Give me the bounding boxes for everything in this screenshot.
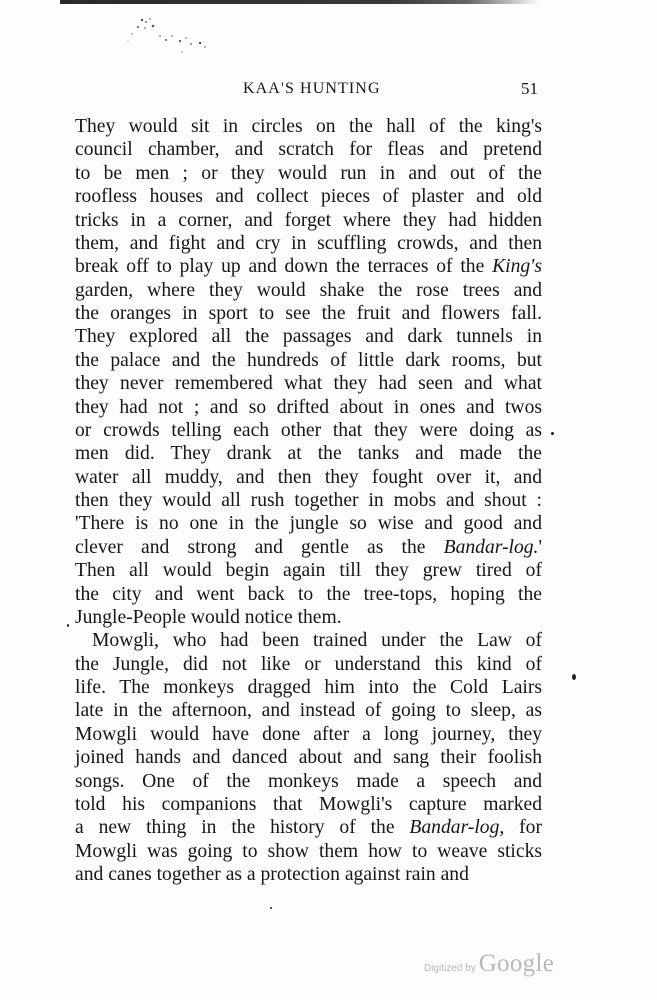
text-line: Then all would begin again till they grew tired of — [75, 560, 542, 582]
text-line: 'There is no one in the jungle so wise and good and — [75, 513, 542, 535]
text-line — [75, 536, 542, 559]
text-run: break off to play up and down the terraces of the — [75, 256, 493, 278]
text-line: roofless houses and collect pieces of plaster and old — [75, 186, 542, 208]
text-line: the palace and the hundreds of little dark rooms, but — [75, 349, 542, 371]
text-line: songs. One of the monkeys made a speech and — [75, 770, 542, 792]
text-line: water all muddy, and then they fought over it, and — [75, 466, 542, 488]
text-run: Bandar-log — [409, 817, 500, 839]
text-line: and canes together as a protection against rain and — [75, 864, 469, 885]
top-rule — [60, 0, 540, 4]
text-line: the city and went back to the tree-tops, hoping the — [75, 583, 542, 605]
text-line: they had not ; and so drifted about in ones and twos — [75, 396, 542, 418]
text-line: They would sit in circles on the hall of the king's — [75, 116, 542, 137]
text-line: the oranges in sport to see the fruit and flowers fall. — [75, 303, 542, 324]
text-run: a new thing in the history of the — [75, 817, 410, 839]
text-line: tricks in a corner, and forget where they had hidden — [75, 209, 542, 231]
page-number: 51 — [521, 79, 538, 98]
body-text — [75, 115, 542, 886]
text-line: them, and fight and cry in scuffling crowds, and then — [75, 232, 542, 254]
margin-mark — [551, 432, 554, 435]
margin-mark — [270, 907, 272, 909]
margin-mark — [572, 674, 576, 680]
scan-specks — [120, 14, 230, 64]
text-line — [75, 255, 542, 278]
text-line: told his companions that Mowgli's capture marked — [75, 793, 542, 815]
text-line: then they would all rush together in mobs and shout : — [75, 490, 542, 511]
digitized-watermark — [424, 950, 554, 978]
watermark-digitized-by: Digitized by — [424, 963, 476, 974]
text-run: Bandar-log. — [443, 536, 539, 558]
text-line: They explored all the passages and dark tunnels in — [75, 326, 542, 348]
text-line: joined hands and danced about and sang their foolish — [75, 747, 542, 769]
text-line: men did. They drank at the tanks and made the — [75, 443, 542, 465]
text-line: garden, where they would shake the rose trees and — [75, 279, 542, 301]
text-line: Mowgli would have done after a long journey, they — [75, 723, 542, 745]
text-line: to be men ; or they would run in and out of the — [75, 162, 542, 184]
text-line — [75, 816, 542, 839]
text-line: council chamber, and scratch for fleas and pretend — [75, 139, 542, 161]
text-line: Mowgli, who had been trained under the Law of — [92, 630, 542, 652]
text-line: the Jungle, did not like or understand this kind of — [75, 653, 542, 675]
running-head: KAA'S HUNTING — [243, 80, 381, 97]
text-line: Mowgli was going to show them how to weave sticks — [75, 840, 542, 862]
text-run: King's — [492, 256, 542, 278]
text-line: life. The monkeys dragged him into the Cold Lairs — [75, 677, 542, 698]
text-run: ' — [538, 536, 542, 558]
text-line: Jungle-People would notice them. — [75, 606, 342, 628]
margin-mark — [67, 624, 69, 627]
watermark-brand-logo: Google — [478, 950, 555, 977]
text-run: clever and strong and gentle as the — [75, 536, 444, 558]
text-run: , for — [499, 817, 542, 839]
text-line: or crowds telling each other that they were doing as — [75, 419, 542, 441]
text-line: they never remembered what they had seen and what — [75, 373, 542, 395]
text-line: late in the afternoon, and instead of going to sleep, as — [75, 700, 542, 722]
